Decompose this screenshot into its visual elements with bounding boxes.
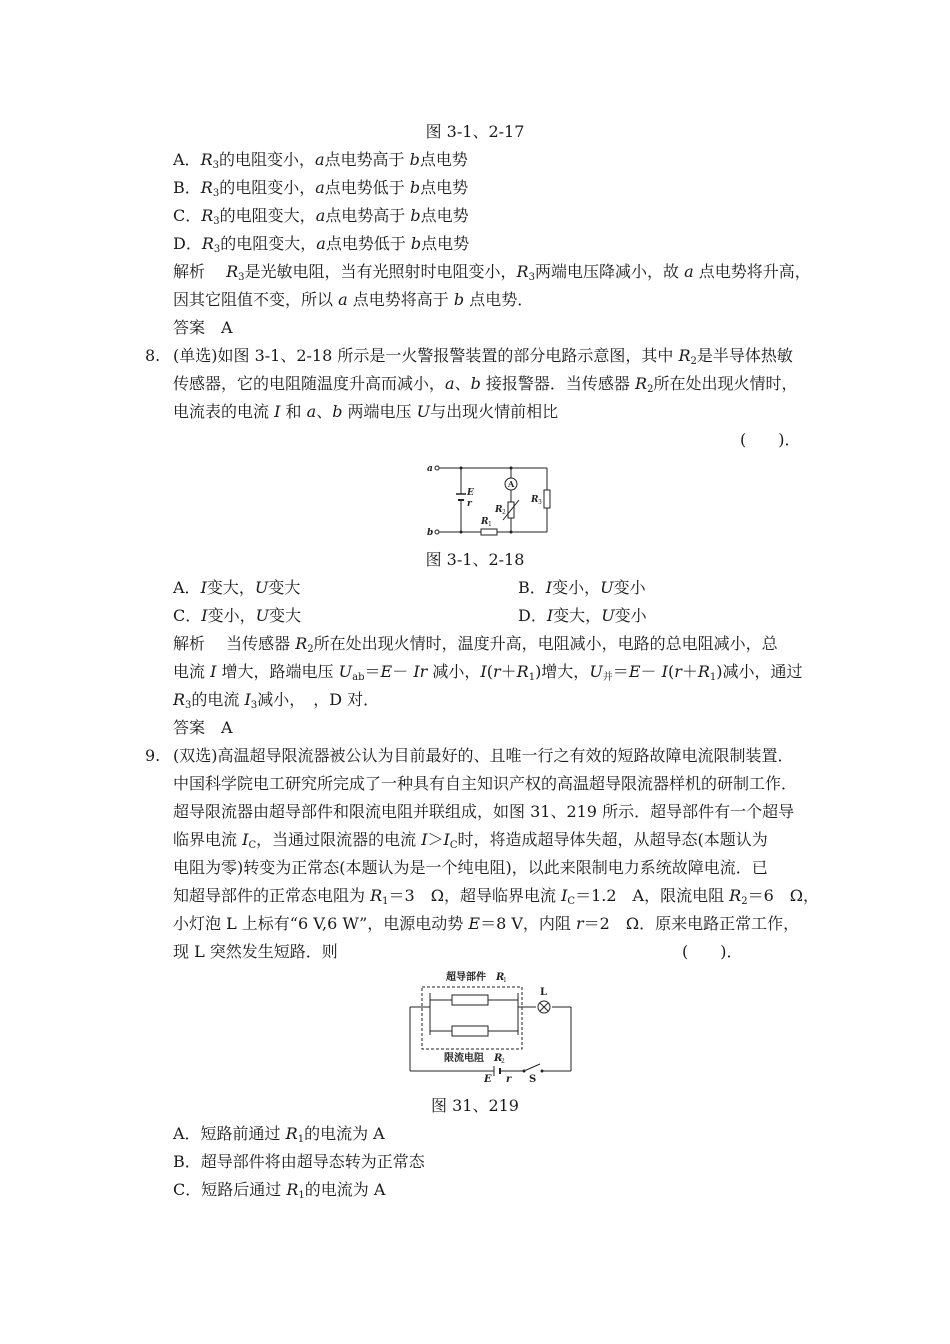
- q8-answer: 答案 A: [173, 718, 233, 737]
- svg-text:1: 1: [503, 977, 507, 984]
- q9-stem-line1: (双选)高温超导限流器被公认为目前最好的、且唯一行之有效的短路故障电流限制装置．: [173, 746, 794, 765]
- q8-stem-line3: 电流表的电流 I 和 a、b 两端电压 U与出现火情前相比: [173, 402, 559, 421]
- q8-analysis-line2: 电流 I 增大，路端电压 $U_{ab}=E- Ir$ 减小，$I(r+R_1)$增大，$U_并=E- I(r+R_1)$减小，通过: [173, 662, 803, 683]
- q7-option-c: C．$R_3$的电阻变大，a点电势高于 b点电势: [173, 206, 469, 227]
- q9-number: 9.: [145, 746, 161, 765]
- figure-caption-prev: 图 3-1、2-17: [425, 122, 525, 141]
- label-r: r: [506, 1074, 512, 1085]
- q8-figure-caption: 图 3-1、2-18: [425, 550, 525, 569]
- q9-stem-line2: 中国科学院电工研究所完成了一种具有自主知识产权的高温超导限流器样机的研制工作．: [173, 774, 798, 793]
- q9-option-b: B．超导部件将由超导态转为正常态: [173, 1152, 425, 1171]
- q9-option-a: A．短路前通过 $R_1$的电流为 A: [173, 1124, 385, 1145]
- q8-circuit-figure: [425, 460, 555, 540]
- svg-text:R: R: [496, 972, 505, 983]
- svg-text:2: 2: [501, 1058, 505, 1065]
- q9-stem-line4: 临界电流 $I_C$，当通过限流器的电流 $I>I_C$时，将造成超导体失超，从超导态(本题认为: [173, 830, 768, 851]
- svg-text:1: 1: [488, 521, 492, 528]
- q8-number: 8.: [145, 346, 161, 365]
- q9-circuit-svg: [406, 965, 581, 1085]
- q7-answer: 答案 A: [173, 318, 233, 337]
- q8-option-b: B．I变小，U变小: [518, 578, 646, 597]
- q9-stem-line3: 超导限流器由超导部件和限流电阻并联组成，如图 31、219 所示．超导部件有一个超导: [173, 802, 795, 821]
- q8-option-d: D．I变大，U变小: [518, 606, 647, 625]
- label-lamp: L: [540, 987, 548, 998]
- q9-option-c: C．短路后通过 $R_1$的电流为 A: [173, 1180, 386, 1201]
- q7-option-d: D．$R_3$的电阻变大，a点电势低于 b点电势: [173, 234, 470, 255]
- q9-stem-line7: 小灯泡 L 上标有“6 V,6 W”，电源电动势 E＝8 V，内阻 r＝2 Ω．原来电路正常工作，: [173, 914, 800, 933]
- q7-option-b: B．$R_3$的电阻变小，a点电势低于 b点电势: [173, 178, 469, 199]
- svg-text:3: 3: [538, 499, 542, 506]
- label-E: E: [467, 488, 474, 498]
- q9-answer-bracket: ( )．: [682, 942, 743, 961]
- q9-stem-line6: 知超导部件的正常态电阻为 $R_1=3$ Ω，超导临界电流 $I_C=1.2$ A，限流电阻 $R_2=6$ Ω，: [173, 886, 820, 907]
- label-ammeter: A: [508, 479, 515, 489]
- label-R2: R: [495, 505, 503, 515]
- q8-analysis-line3: $R_3$的电流 $I_3$减小， ，D 对．: [173, 690, 380, 711]
- q8-analysis-line1: 解析 当传感器 $R_2$所在处出现火情时，温度升高，电阻减小，电路的总电阻减小，总: [173, 634, 778, 655]
- q9-figure-caption: 图 31、219: [431, 1096, 519, 1115]
- label-R1: R: [481, 517, 489, 527]
- q9-circuit-figure: [406, 965, 581, 1085]
- q7-option-a: A．$R_3$的电阻变小，a点电势高于 b点电势: [173, 150, 468, 171]
- q8-stem-line1: (单选)如图 3-1、2-18 所示是一火警报警装置的部分电路示意图，其中 $R_2$是半导体热敏: [173, 346, 793, 367]
- label-switch: S: [529, 1074, 537, 1085]
- label-R3: R: [531, 495, 539, 505]
- svg-text:R: R: [494, 1053, 503, 1064]
- svg-text:2: 2: [502, 509, 506, 516]
- q9-stem-line5: 电阻为零)转变为正常态(本题认为是一个纯电阻)，以此来限制电力系统故障电流．已: [173, 858, 768, 877]
- label-limiting-resistor: 限流电阻: [444, 1053, 484, 1064]
- label-r: r: [467, 499, 472, 509]
- label-superconductor: 超导部件: [446, 972, 486, 983]
- q8-option-a: A．I变大，U变大: [173, 578, 301, 597]
- q8-stem-line2: 传感器，它的电阻随温度升高而减小，a、b 接报警器．当传感器 $R_2$所在处出现火情时，: [173, 374, 798, 395]
- q7-analysis-line2: 因其它阻值不变，所以 a 点电势将高于 b 点电势．: [173, 290, 534, 309]
- q8-option-c: C．I变小，U变大: [173, 606, 302, 625]
- q7-analysis-line1: 解析 $R_3$是光敏电阻，当有光照射时电阻变小，$R_3$两端电压降减小，故 a 点电势将升高，: [173, 262, 811, 283]
- label-b: b: [427, 528, 434, 538]
- label-a: a: [427, 464, 433, 474]
- q9-stem-line8: 现 L 突然发生短路．则: [173, 942, 338, 961]
- q8-circuit-svg: [425, 460, 555, 540]
- q8-answer-bracket: ( )．: [740, 430, 801, 449]
- label-E: E: [484, 1074, 492, 1085]
